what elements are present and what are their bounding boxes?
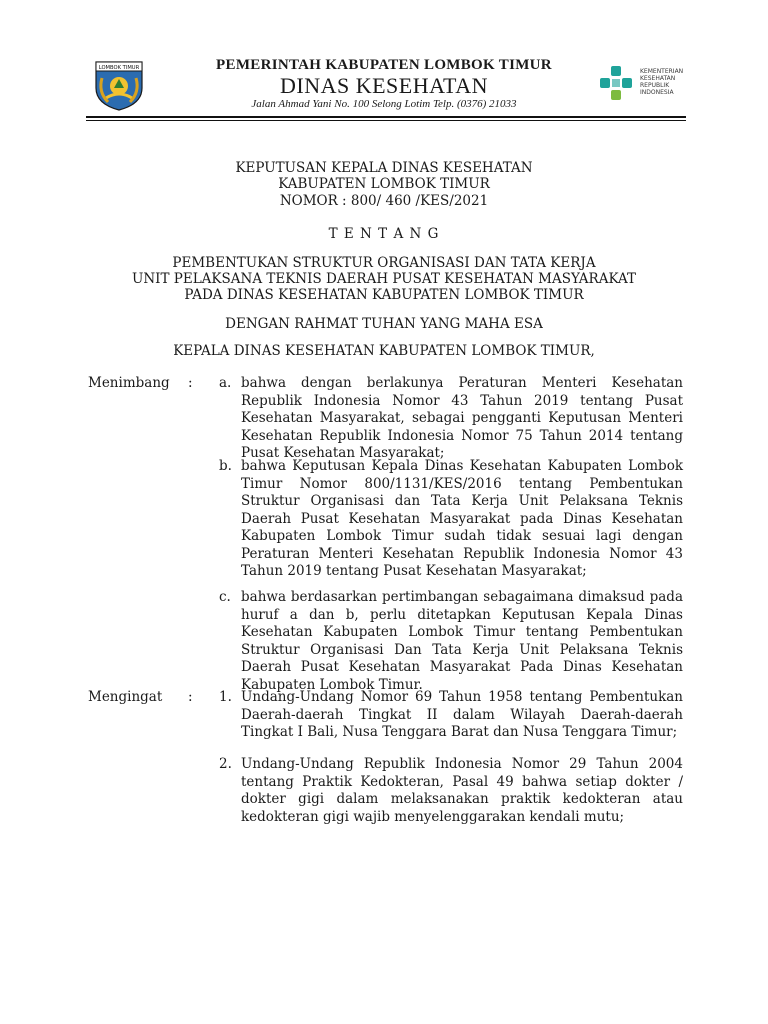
- considering-item-marker: c.: [219, 589, 231, 605]
- letterhead-rule-thick: [86, 116, 686, 118]
- svg-text:LOMBOK TIMUR: LOMBOK TIMUR: [98, 65, 140, 71]
- department-name: DINAS KESEHATAN: [279, 73, 488, 98]
- remembering-colon: :: [188, 689, 193, 705]
- considering-item-text: bahwa berdasarkan pertimbangan sebagaimana dimaksud pada huruf a dan b, perlu ditetapkan Keputusan Kepala Dinas Kesehatan Kabupaten Lombok Timur tentang Pembentukan Struktur Organisasi Dan Tata Kerja Unit Pelaksana Teknis Daerah Pusat Kesehatan Masyarakat Pada Dinas Kesehatan Kabupaten Lombok Timur.: [241, 589, 683, 693]
- remembering-item-marker: 1.: [219, 689, 232, 705]
- considering-item-text: bahwa Keputusan Kepala Dinas Kesehatan Kabupaten Lombok Timur Nomor 800/1131/KES/2016 tentang Pembentukan Struktur Organisasi dan Tata Kerja Unit Pelaksana Teknis Daerah Pusat Kesehatan Masyarakat pada Dinas Kesehatan Kabupaten Lombok Timur sudah tidak sesuai lagi dengan Peraturan Menteri Kesehatan Republik Indonesia Nomor 43 Tahun 2019 tentang Pusat Kesehatan Masyarakat;: [241, 458, 683, 579]
- department-address: Jalan Ahmad Yani No. 100 Selong Lotim Telp. (0376) 21033: [251, 98, 517, 110]
- decree-subject-line3: PADA DINAS KESEHATAN KABUPATEN LOMBOK TIMUR: [184, 287, 584, 303]
- decree-title-line2: KABUPATEN LOMBOK TIMUR: [278, 176, 490, 192]
- remembering-item-text: Undang-Undang Nomor 69 Tahun 1958 tentang Pembentukan Daerah-daerah Tingkat II dalam Wilayah Daerah-daerah Tingkat I Bali, Nusa Tenggara Barat dan Nusa Tenggara Timur;: [241, 689, 683, 740]
- decree-subject-line2: UNIT PELAKSANA TEKNIS DAERAH PUSAT KESEHATAN MASYARAKAT: [131, 271, 637, 287]
- ministry-of-health-logo-icon: [598, 64, 634, 104]
- ministry-logo-text: KEMENTERIAN KESEHATAN REPUBLIK INDONESIA: [640, 68, 684, 96]
- considering-item-text: bahwa dengan berlakunya Peraturan Menteri Kesehatan Republik Indonesia Nomor 43 Tahun 2019 tentang Pusat Kesehatan Masyarakat, sebagai pengganti Keputusan Menteri Kesehatan Republik Indonesia Nomor 75 Tahun 2014 tentang Pusat Kesehatan Masyarakat;: [241, 375, 683, 461]
- considering-item-marker: b.: [219, 458, 232, 474]
- letterhead-rule-thin: [86, 120, 686, 121]
- decree-number: NOMOR : 800/ 460 /KES/2021: [279, 193, 489, 209]
- considering-colon: :: [188, 375, 193, 391]
- considering-label: Menimbang: [88, 375, 170, 391]
- decree-issuer: KEPALA DINAS KESEHATAN KABUPATEN LOMBOK TIMUR,: [173, 343, 595, 359]
- decree-about: T E N T A N G: [328, 226, 440, 242]
- remembering-item-text: Undang-Undang Republik Indonesia Nomor 29 Tahun 2004 tentang Praktik Kedokteran, Pasal 49 bahwa setiap dokter / dokter gigi dalam melaksanakan praktik kedokteran atau kedokteran gigi wajib menyelenggarakan kendali mutu;: [241, 756, 683, 825]
- letterhead: [0, 0, 768, 120]
- government-name: PEMERINTAH KABUPATEN LOMBOK TIMUR: [216, 57, 552, 73]
- decree-subject-line1: PEMBENTUKAN STRUKTUR ORGANISASI DAN TATA KERJA: [172, 255, 596, 271]
- remembering-label: Mengingat: [88, 689, 163, 705]
- decree-blessing: DENGAN RAHMAT TUHAN YANG MAHA ESA: [225, 316, 543, 332]
- decree-title-line1: KEPUTUSAN KEPALA DINAS KESEHATAN: [235, 160, 533, 176]
- considering-item-marker: a.: [219, 375, 232, 391]
- remembering-item-marker: 2.: [219, 756, 232, 772]
